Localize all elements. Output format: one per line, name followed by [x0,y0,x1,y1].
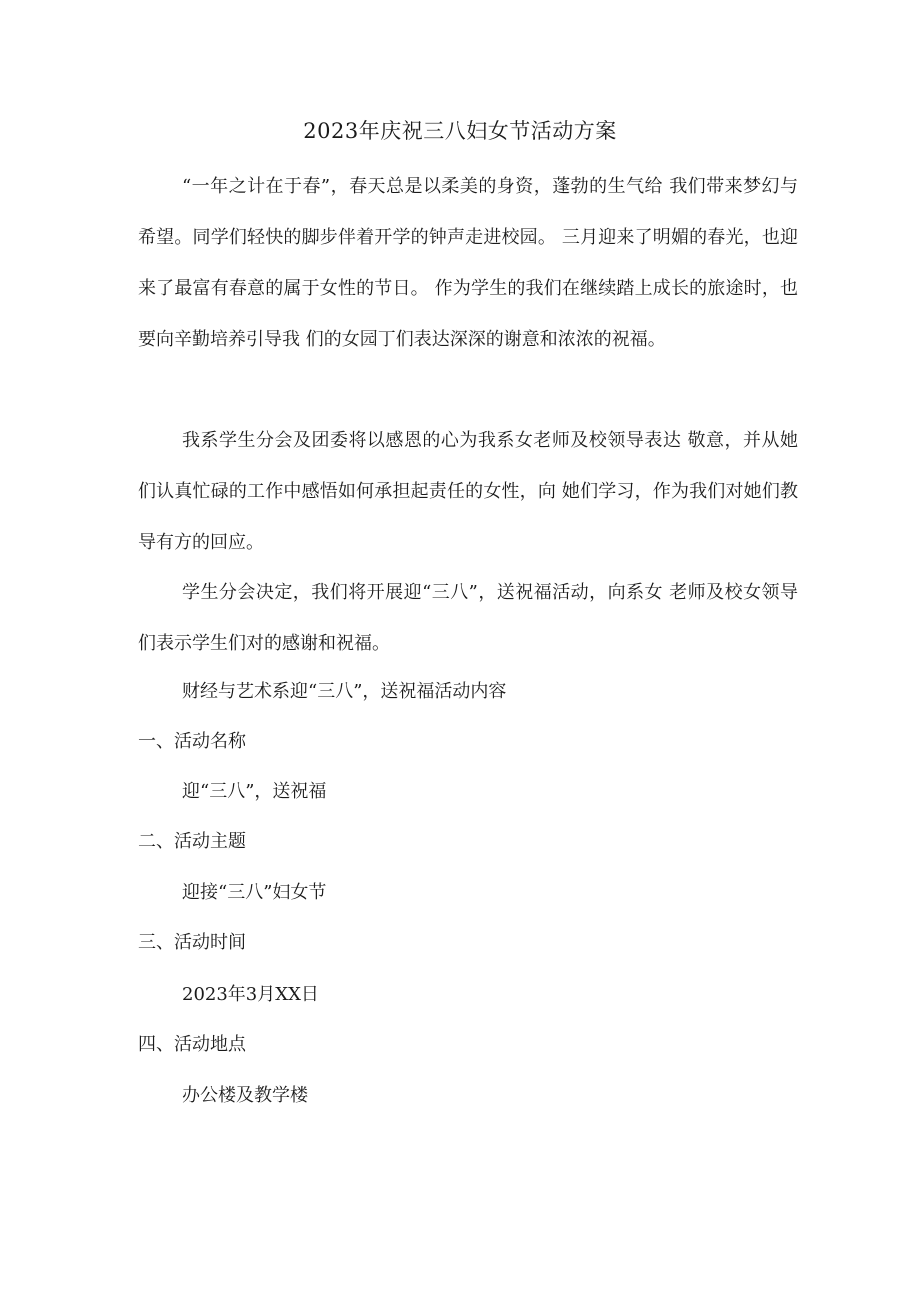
section-body-location: 办公楼及教学楼 [182,1085,308,1106]
section-body-theme: 迎接“三八”妇女节 [182,882,327,903]
intro-paragraph: “一年之计在于春”，春天总是以柔美的身资，蓬勃的生气给 我们带来梦幻与希望。同学们轻快的脚步伴着开学的钟声走进校园。 三月迎来了明媚的春光，也迎来了最富有春意的属于女性的节日。 作为学生的我们在继续踏上成长的旅途时，也要向辛勤培养引导我 们的女园丁们表达深深的谢意和浓浓的祝福。 [138,176,798,350]
section-heading-name: 一、活动名称 [138,731,246,752]
section-heading-theme: 二、活动主题 [138,831,246,852]
section-heading-location: 四、活动地点 [138,1034,246,1055]
activity-content-heading: 财经与艺术系迎“三八”，送祝福活动内容 [182,681,507,702]
decision-paragraph: 学生分会决定，我们将开展迎“三八”，送祝福活动，向系女 老师及校女领导们表示学生们对的感谢和祝福。 [138,582,798,654]
document-title: 2023年庆祝三八妇女节活动方案 [303,119,617,143]
gratitude-paragraph: 我系学生分会及团委将以感恩的心为我系女老师及校领导表达 敬意，并从她们认真忙碌的工作中感悟如何承担起责任的女性，向 她们学习，作为我们对她们教导有方的回应。 [138,430,798,553]
section-body-time: 2023年3月XX日 [182,984,319,1005]
section-body-name: 迎“三八”，送祝福 [182,781,327,802]
section-heading-time: 三、活动时间 [138,932,246,953]
